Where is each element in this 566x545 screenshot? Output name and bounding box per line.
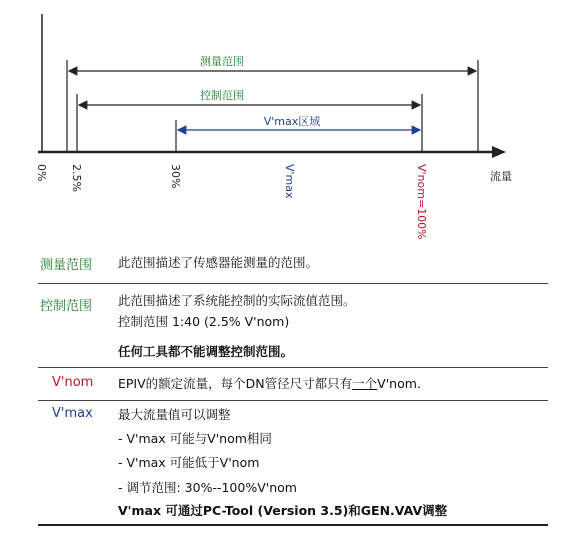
measure-range-label: 测量范围 bbox=[200, 55, 244, 68]
control-row-label: 控制范围 bbox=[40, 299, 93, 314]
vmax-row-note: V'max 可通过PC-Tool (Version 3.5)和GEN.VAV调整 bbox=[118, 503, 448, 518]
flow-range-diagram bbox=[0, 0, 566, 250]
control-row-text-2: 控制范围 1:40 (2.5% V'nom) bbox=[118, 314, 290, 329]
flow-axis-arrowhead bbox=[492, 146, 506, 158]
vnom-text-underlined: 一个 bbox=[352, 376, 378, 391]
vnom-text-before: EPIV的额定流量，每个DN管径尺寸都只有 bbox=[118, 376, 353, 391]
flow-axis-label: 流量 bbox=[490, 170, 512, 183]
vmax-row-bullet-3: - 调节范围: 30%--100%V'nom bbox=[118, 480, 297, 495]
vmax-row-label: V'max bbox=[52, 406, 93, 421]
vmax-range-label: V'max区域 bbox=[263, 115, 321, 128]
vnom-row-text bbox=[118, 375, 421, 393]
divider-2 bbox=[38, 367, 548, 368]
control-row-note: 任何工具都不能调整控制范围。 bbox=[118, 344, 294, 359]
vnom-text-after: V'nom. bbox=[377, 376, 421, 391]
tick-label-vmax: V'max bbox=[283, 164, 296, 199]
control-range-label: 控制范围 bbox=[200, 89, 244, 102]
vmax-row-bullet-2: - V'max 可能低于V'nom bbox=[118, 455, 260, 470]
tick-label-0: 0% bbox=[35, 164, 48, 182]
vnom-row-label: V'nom bbox=[52, 375, 94, 390]
vmax-row-bullet-1: - V'max 可能与V'nom相同 bbox=[118, 431, 272, 446]
tick-label-vnom: V'nom=100% bbox=[415, 164, 428, 240]
measure-row-text: 此范围描述了传感器能测量的范围。 bbox=[118, 255, 319, 270]
tick-label-2-5: 2.5% bbox=[70, 164, 83, 192]
tick-label-30: 30% bbox=[169, 164, 182, 189]
measure-row-label: 测量范围 bbox=[40, 258, 93, 273]
divider-1 bbox=[38, 283, 548, 284]
divider-3 bbox=[38, 400, 548, 401]
vmax-row-title: 最大流量值可以调整 bbox=[118, 407, 231, 422]
divider-bottom bbox=[38, 524, 548, 526]
control-row-text-1: 此范围描述了系统能控制的实际流值范围。 bbox=[118, 293, 356, 308]
